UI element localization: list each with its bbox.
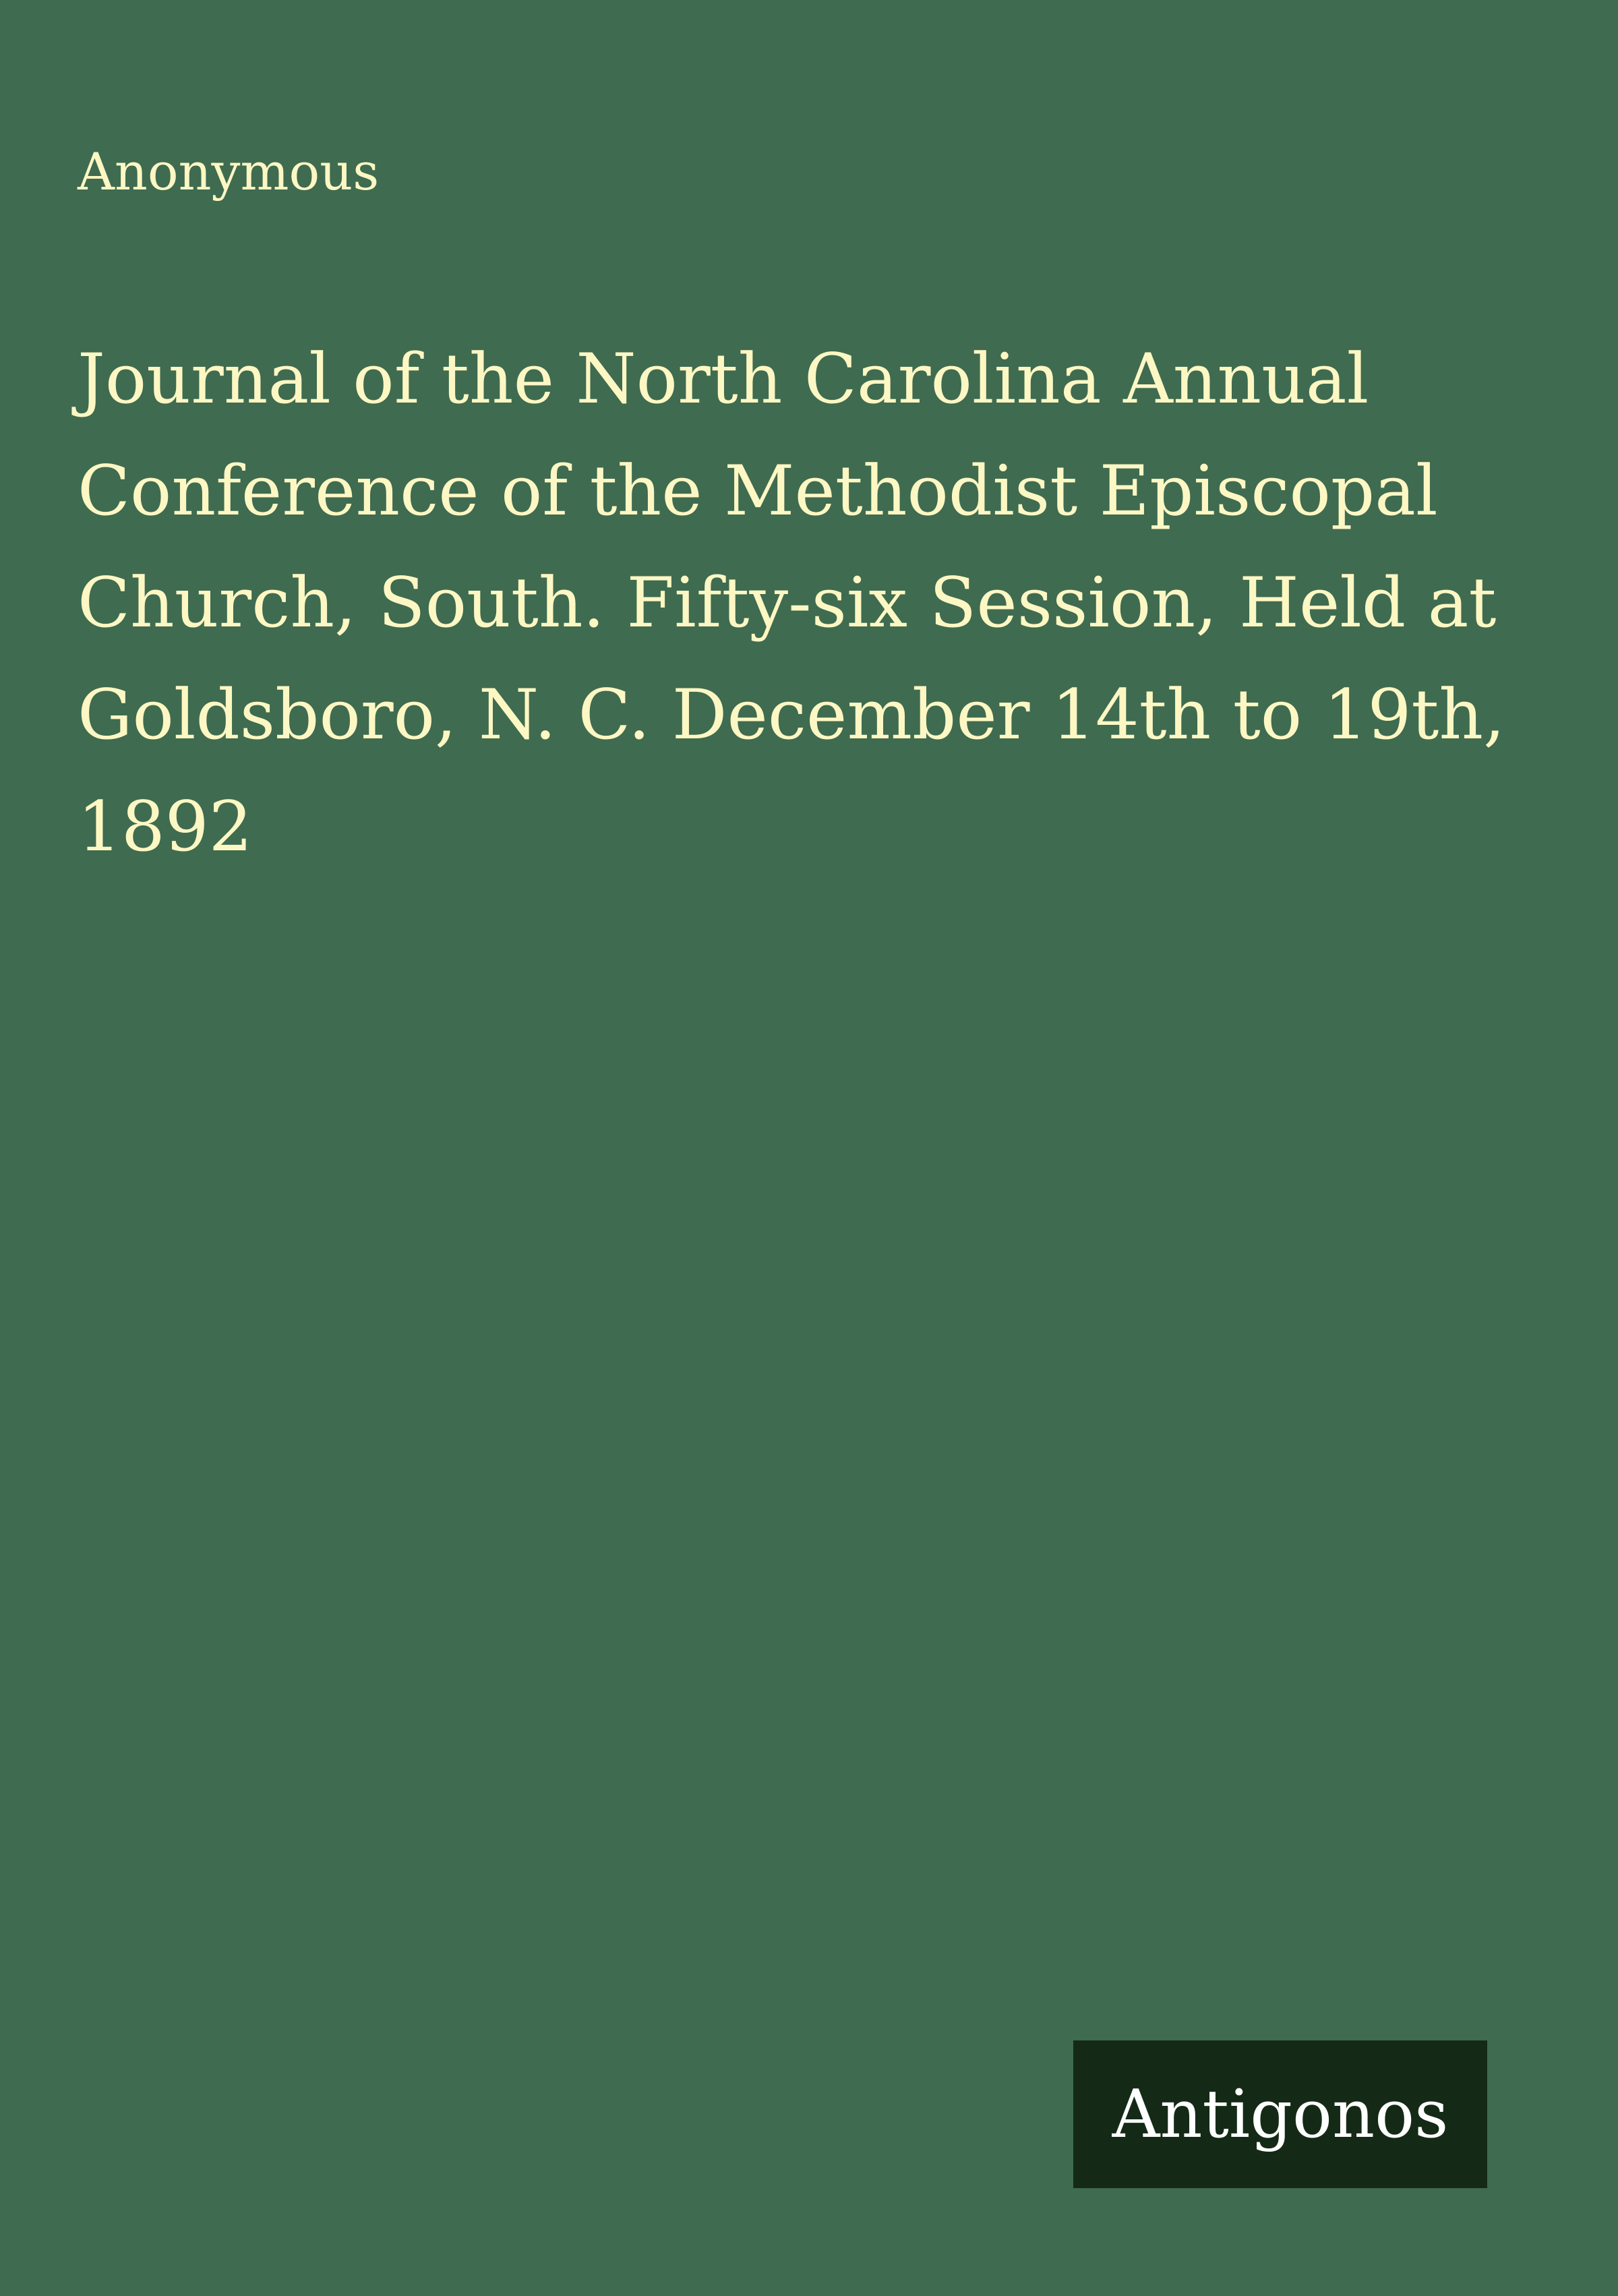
- book-title: Journal of the North Carolina Annual Conference of the Methodist Episcopal Church, South. Fifty-six Session, Held at Goldsboro, N. C. December 14th to 19th, 1892: [78, 339, 1505, 867]
- publisher-name: Antigonos: [1112, 2076, 1449, 2153]
- author-name: Anonymous: [78, 142, 380, 202]
- publisher-badge: [1073, 2040, 1487, 2188]
